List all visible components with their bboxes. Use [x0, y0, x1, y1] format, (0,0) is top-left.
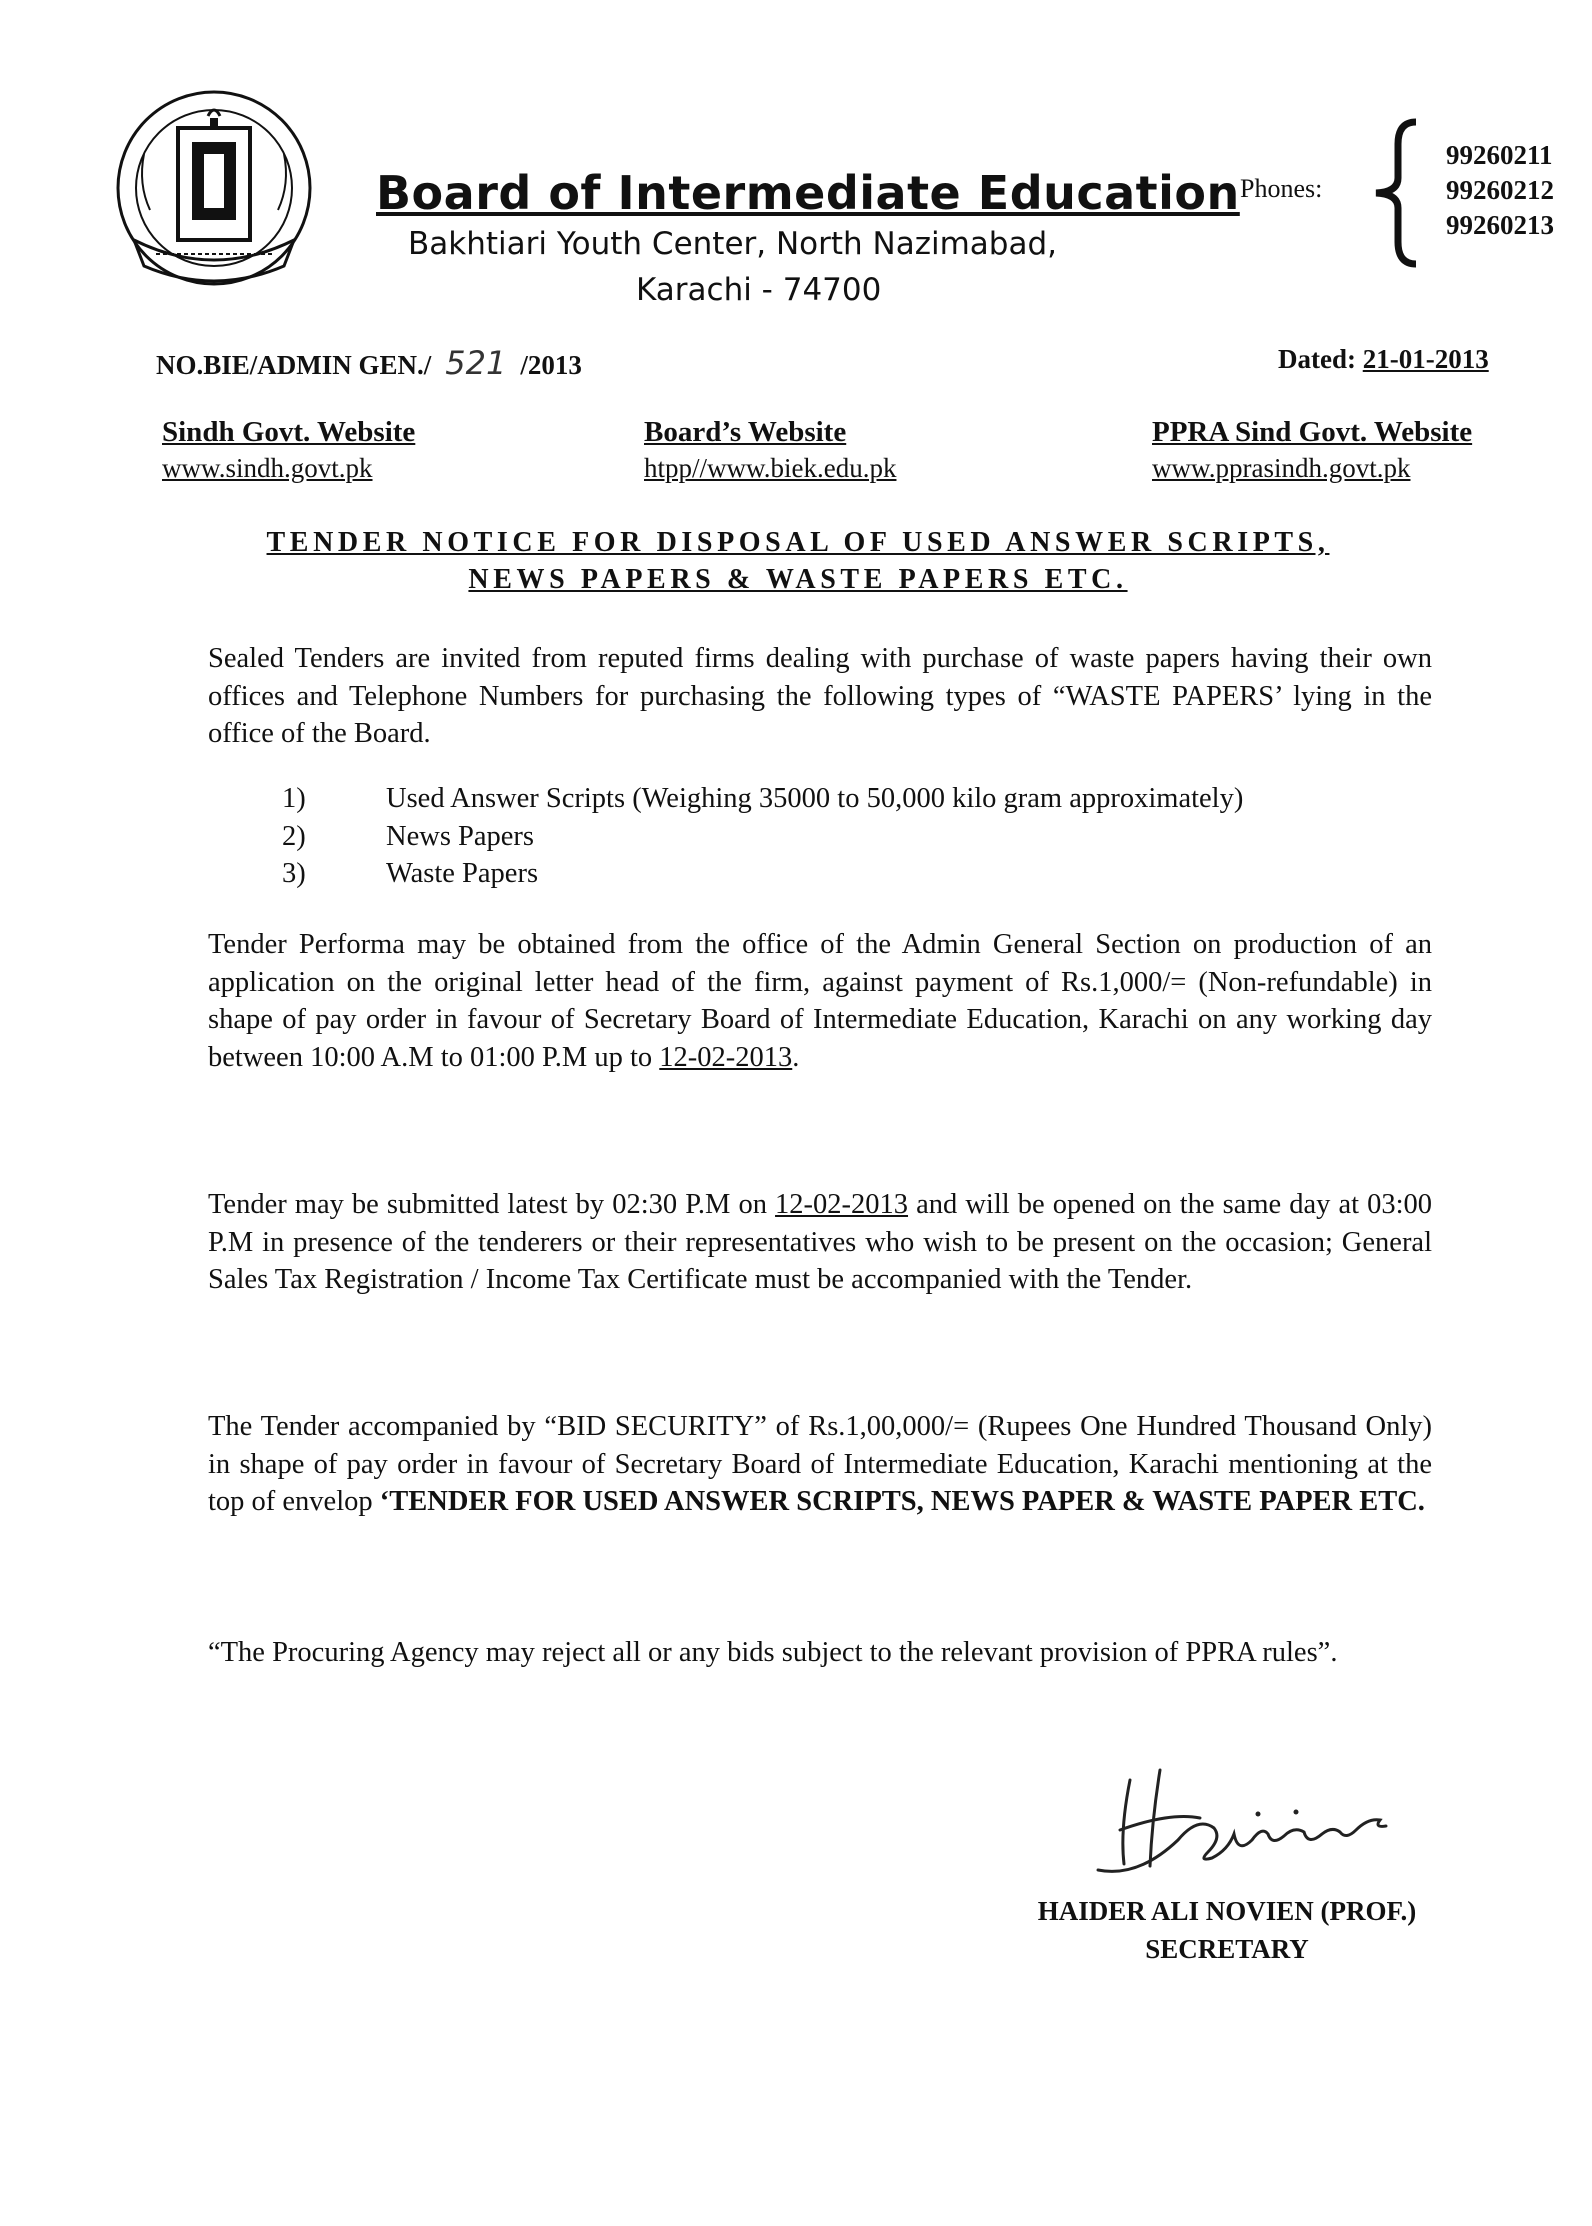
performa-date: 12-02-2013: [659, 1041, 793, 1073]
list-item-text: News Papers: [386, 820, 535, 852]
phone-number: 99260213: [1446, 210, 1554, 240]
reference-number: [156, 344, 582, 382]
submission-date: 12-02-2013: [775, 1189, 909, 1220]
submission-text-end: and will be opened on the same day at 03:00 P.M in presence of the tenderers or their representatives who wish to be present on the occasion; General Sales Tax Registration / Income Tax Certificate must be accompanied with the Tender.: [208, 1189, 1433, 1295]
reference-suffix: /2013: [520, 350, 582, 380]
notice-title-line2: NEWS PAPERS & WASTE PAPERS ETC.: [468, 564, 1128, 595]
envelope-heading: ‘TENDER FOR USED ANSWER SCRIPTS, NEWS PAPER & WASTE PAPER ETC.: [379, 1486, 1425, 1517]
ppra-paragraph: “The Procuring Agency may reject all or any bids subject to the relevant provision of PPRA rules”.: [208, 1637, 1338, 1668]
list-item-text: Used Answer Scripts (Weighing 35000 to 50,000 kilo gram approximately): [386, 783, 1244, 814]
notice-title-line1: TENDER NOTICE FOR DISPOSAL OF USED ANSWER SCRIPTS,: [266, 527, 1330, 558]
phone-number: 99260211: [1446, 140, 1553, 170]
website-title: PPRA Sind Govt. Website: [1152, 416, 1473, 448]
website-title: Board’s Website: [644, 416, 847, 448]
reference-handwritten-number: 521: [445, 344, 507, 382]
phone-list: [1446, 138, 1554, 243]
org-address-line2: Karachi - 74700: [636, 272, 882, 308]
submission-text-start: Tender may be submitted latest by 02:30 P.M on: [208, 1189, 767, 1220]
org-name: Board of Intermediate Education: [376, 166, 1240, 220]
performa-paragraph: Tender Performa may be obtained from the office of the Admin General Section on production of an application on the original letter head of the firm, against payment of Rs.1,000/= (Non-refundable) in shape of pay order in favour of Secretary Board of Intermediate Education, Karachi on any working day between 10:00 A.M to 01:00 P.M up to 12-02-2013.: [208, 929, 1432, 1073]
list-item: [282, 780, 1243, 818]
website-sindh-govt: [162, 416, 415, 484]
dated-label: Dated:: [1278, 344, 1356, 374]
list-item-number: 3): [282, 858, 306, 889]
website-url: www.sindh.govt.pk: [162, 453, 373, 483]
website-url: www.pprasindh.govt.pk: [1152, 453, 1411, 483]
list-item: [282, 818, 1243, 856]
list-item-number: 1): [282, 783, 306, 814]
signatory-designation: SECRETARY: [1145, 1934, 1309, 1964]
list-item: [282, 855, 1243, 893]
list-item-text: Waste Papers: [386, 858, 539, 889]
reference-prefix: NO.BIE/ADMIN GEN./: [156, 350, 432, 380]
org-address-line1: Bakhtiari Youth Center, North Nazimabad,: [408, 226, 1058, 262]
signatory-name: HAIDER ALI NOVIEN (PROF.): [1037, 1896, 1417, 1926]
submission-paragraph: [208, 1186, 1432, 1299]
performa-text: Tender Performa may be obtained from the office of the Admin General Section on production of an application on the original letter head of the firm, against payment of Rs.1,000/= (Non-refundable) in shape of pay order in favour of Secretary Board of Intermediate Education, Karachi on any working day between 10:00 A.M to 01:00 P.M up to: [208, 929, 1432, 1073]
website-title: Sindh Govt. Website: [162, 416, 416, 448]
bid-security-paragraph: [208, 1408, 1432, 1521]
website-ppra: [1152, 416, 1472, 484]
handwritten-signature: [1090, 1752, 1450, 1882]
website-url: htpp//www.biek.edu.pk: [644, 453, 897, 483]
website-board: [644, 416, 896, 484]
intro-paragraph: Sealed Tenders are invited from reputed firms dealing with purchase of waste papers having their own offices and Telephone Numbers for purchasing the following types of “WASTE PAPERS’ lying in the office of the Board.: [208, 643, 1432, 749]
dated-value: 21-01-2013: [1362, 344, 1489, 374]
brace-icon: [1366, 118, 1426, 268]
phones-label: Phones:: [1240, 174, 1323, 203]
paper-types-list: [282, 780, 1243, 893]
signatory-block: [972, 1892, 1482, 1968]
bid-security-text: The Tender accompanied by “BID SECURITY” of Rs.1,00,000/= (Rupees One Hundred Thousand Only) in shape of pay order in favour of Secretary Board of Intermediate Education, Karachi mentioning at the top of envelop: [208, 1411, 1432, 1517]
list-item-number: 2): [282, 820, 306, 852]
phone-number: 99260212: [1446, 175, 1554, 205]
notice-title: [150, 524, 1446, 598]
board-seal-icon: [104, 84, 324, 304]
dated: [1278, 344, 1489, 375]
